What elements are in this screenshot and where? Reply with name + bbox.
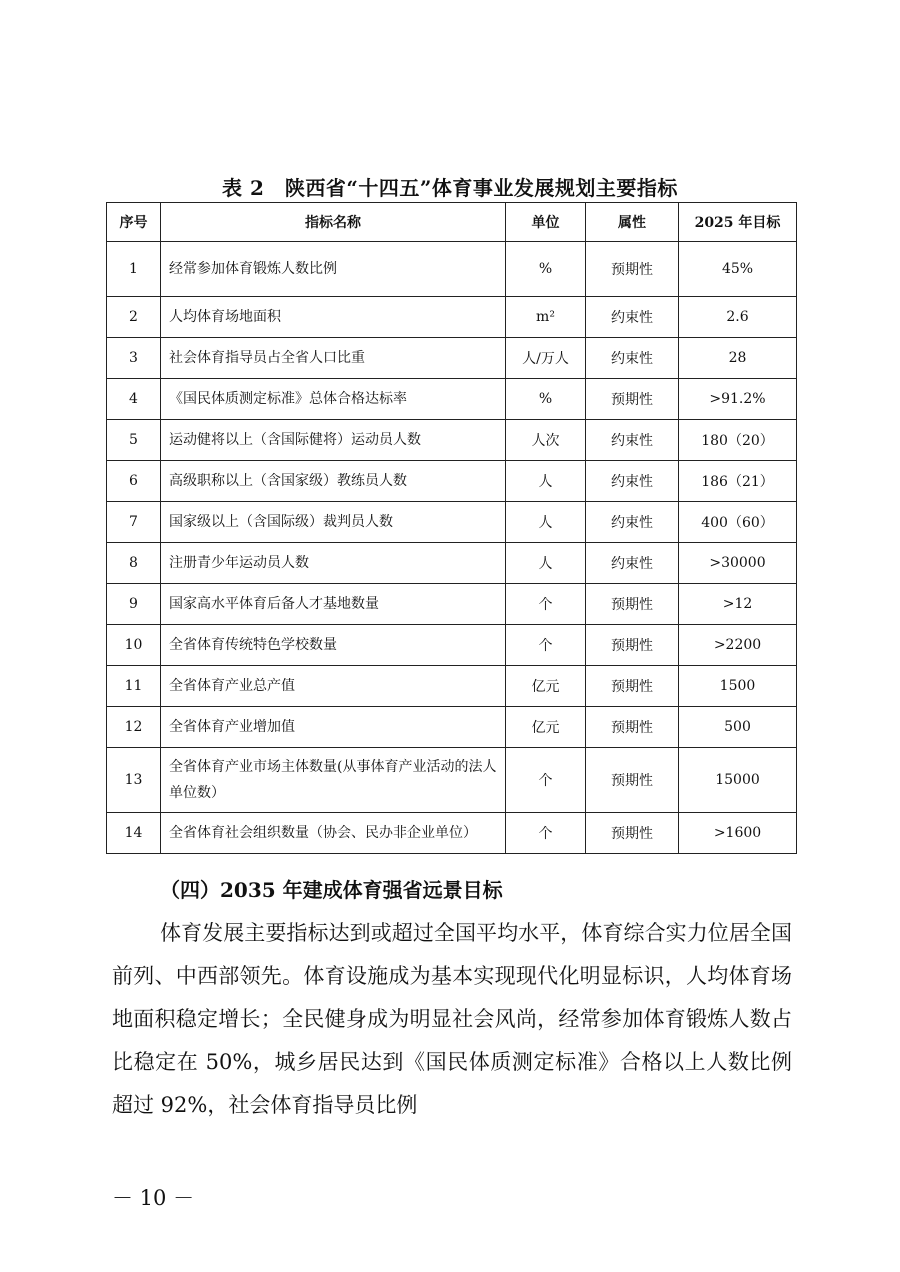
cell-name: 全省体育产业市场主体数量(从事体育产业活动的法人单位数） — [161, 748, 506, 813]
table-row — [107, 625, 797, 666]
cell-unit: 亿元 — [506, 707, 586, 748]
cell-attr: 约束性 — [586, 420, 679, 461]
cell-attr: 预期性 — [586, 584, 679, 625]
cell-name: 全省体育产业总产值 — [161, 666, 506, 707]
cell-no: 8 — [107, 543, 161, 584]
cell-no: 1 — [107, 242, 161, 297]
cell-no: 10 — [107, 625, 161, 666]
cell-unit: 亿元 — [506, 666, 586, 707]
header-unit: 单位 — [506, 203, 586, 242]
cell-attr: 约束性 — [586, 461, 679, 502]
page-number: － 10 － — [112, 1186, 195, 1210]
cell-no: 14 — [107, 813, 161, 854]
table-row — [107, 338, 797, 379]
cell-target: >2200 — [679, 625, 797, 666]
cell-name: 人均体育场地面积 — [161, 297, 506, 338]
cell-name: 高级职称以上（含国家级）教练员人数 — [161, 461, 506, 502]
table-row — [107, 379, 797, 420]
header-target: 2025 年目标 — [679, 203, 797, 242]
cell-target: 2.6 — [679, 297, 797, 338]
table-row — [107, 584, 797, 625]
cell-unit: 人次 — [506, 420, 586, 461]
cell-name: 社会体育指导员占全省人口比重 — [161, 338, 506, 379]
cell-target: 1500 — [679, 666, 797, 707]
cell-unit: 个 — [506, 584, 586, 625]
header-no: 序号 — [107, 203, 161, 242]
header-name: 指标名称 — [161, 203, 506, 242]
cell-name: 运动健将以上（含国际健将）运动员人数 — [161, 420, 506, 461]
table-row — [107, 461, 797, 502]
table-caption: 表 2 陕西省“十四五”体育事业发展规划主要指标 — [222, 176, 678, 200]
table-header-row — [107, 203, 797, 242]
cell-unit: % — [506, 242, 586, 297]
cell-unit: 人 — [506, 502, 586, 543]
cell-target: 400（60） — [679, 502, 797, 543]
cell-target: 28 — [679, 338, 797, 379]
cell-no: 2 — [107, 297, 161, 338]
cell-attr: 预期性 — [586, 666, 679, 707]
cell-no: 9 — [107, 584, 161, 625]
cell-target: >30000 — [679, 543, 797, 584]
cell-attr: 约束性 — [586, 338, 679, 379]
cell-unit: 个 — [506, 625, 586, 666]
table-row — [107, 297, 797, 338]
table-row — [107, 813, 797, 854]
cell-attr: 约束性 — [586, 543, 679, 584]
cell-unit: 人 — [506, 461, 586, 502]
cell-attr: 约束性 — [586, 502, 679, 543]
cell-unit: % — [506, 379, 586, 420]
cell-target: 186（21） — [679, 461, 797, 502]
cell-name: 国家级以上（含国际级）裁判员人数 — [161, 502, 506, 543]
cell-unit: 人 — [506, 543, 586, 584]
cell-no: 4 — [107, 379, 161, 420]
table-row — [107, 707, 797, 748]
cell-attr: 预期性 — [586, 242, 679, 297]
cell-name: 全省体育社会组织数量（协会、民办非企业单位） — [161, 813, 506, 854]
cell-target: >12 — [679, 584, 797, 625]
table-row — [107, 420, 797, 461]
cell-attr: 约束性 — [586, 297, 679, 338]
cell-attr: 预期性 — [586, 707, 679, 748]
table-row — [107, 242, 797, 297]
section-heading: （四）2035 年建成体育强省远景目标 — [160, 878, 503, 902]
cell-name: 《国民体质测定标准》总体合格达标率 — [161, 379, 506, 420]
cell-name: 全省体育传统特色学校数量 — [161, 625, 506, 666]
cell-attr: 预期性 — [586, 748, 679, 813]
cell-attr: 预期性 — [586, 379, 679, 420]
table-body — [107, 242, 797, 854]
cell-target: >91.2% — [679, 379, 797, 420]
cell-target: >1600 — [679, 813, 797, 854]
cell-name: 全省体育产业增加值 — [161, 707, 506, 748]
body-paragraph: 体育发展主要指标达到或超过全国平均水平，体育综合实力位居全国前列、中西部领先。体育设施成为基本实现现代化明显标识，人均体育场地面积稳定增长；全民健身成为明显社会风尚，经常参加体育锻炼人数占比稳定在 50%，城乡居民达到《国民体质测定标准》合格以上人数比例超过 92%，社会体育指导员比例 — [112, 921, 792, 1117]
cell-no: 5 — [107, 420, 161, 461]
cell-unit: 人/万人 — [506, 338, 586, 379]
cell-no: 12 — [107, 707, 161, 748]
cell-attr: 预期性 — [586, 813, 679, 854]
cell-name: 注册青少年运动员人数 — [161, 543, 506, 584]
header-attr: 属性 — [586, 203, 679, 242]
cell-target: 180（20） — [679, 420, 797, 461]
table-row — [107, 666, 797, 707]
cell-target: 500 — [679, 707, 797, 748]
cell-no: 6 — [107, 461, 161, 502]
cell-no: 3 — [107, 338, 161, 379]
cell-no: 11 — [107, 666, 161, 707]
cell-attr: 预期性 — [586, 625, 679, 666]
cell-unit: 个 — [506, 813, 586, 854]
table-row — [107, 502, 797, 543]
cell-unit: m² — [506, 297, 586, 338]
cell-target: 45% — [679, 242, 797, 297]
table-row — [107, 543, 797, 584]
cell-no: 13 — [107, 748, 161, 813]
cell-no: 7 — [107, 502, 161, 543]
table-row — [107, 748, 797, 813]
cell-name: 经常参加体育锻炼人数比例 — [161, 242, 506, 297]
cell-target: 15000 — [679, 748, 797, 813]
cell-unit: 个 — [506, 748, 586, 813]
indicators-table — [106, 202, 797, 854]
cell-name: 国家高水平体育后备人才基地数量 — [161, 584, 506, 625]
